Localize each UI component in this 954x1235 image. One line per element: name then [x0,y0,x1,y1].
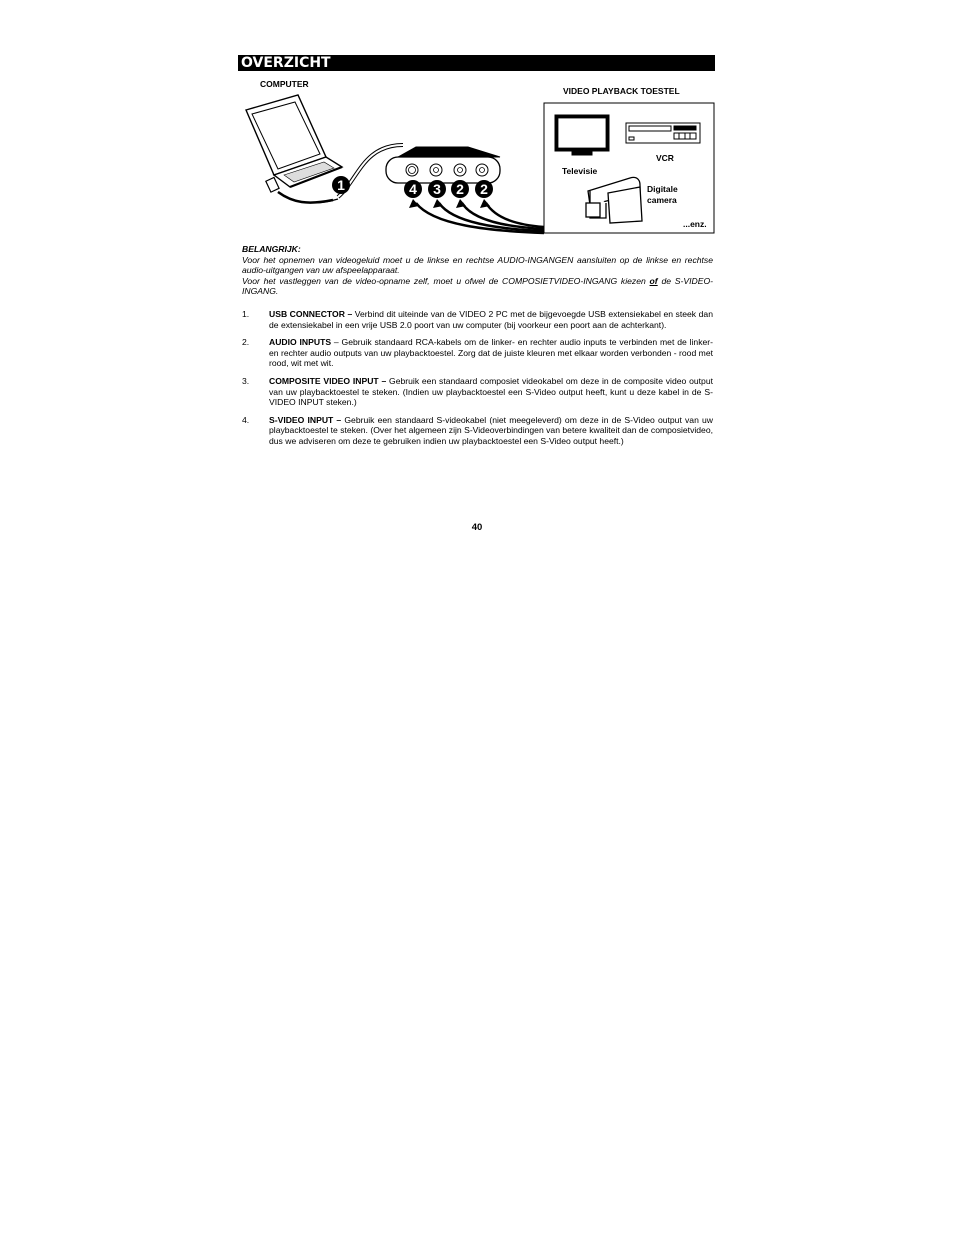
digital-camera-label-1: Digitale [647,184,678,194]
page-number: 40 [471,522,483,533]
list-item-audio-inputs: 2. AUDIO INPUTS – Gebruik standaard RCA-kabels om de linker- en rechter audio inputs te verbinden met de linker- en rechter audio outputs van uw playbacktoestel. Zorg dat de juiste kleuren met elkaar worden verbonden - rood met rood, wit met wit. [242,337,713,369]
important-notice [242,244,713,297]
svg-text:3: 3 [433,181,441,197]
notice-or-emphasis: of [649,275,658,286]
callout-2-right [475,180,493,198]
callout-4 [404,180,422,198]
svg-text:4: 4 [409,181,417,197]
list-item-composite-video: 3. COMPOSITE VIDEO INPUT – Gebruik een standaard composiet videokabel om deze in de composite video output van uw playbacktoestel te steken. (Indien uw playbacktoestel een S-Video output heeft, kunt u deze kabel in de S-VIDEO INPUT steken.) [242,375,713,408]
connector-list [242,309,713,454]
list-item-usb-connector: 1. USB CONNECTOR – Verbind dit uiteinde van de VIDEO 2 PC met de bijgevoegde USB extensiekabel en steek dan de extensiekabel in een vrije USB 2.0 poort van uw computer (bij voorkeur een poort aan de achterkant). [242,309,713,330]
notice-heading: BELANGRIJK: [242,244,301,254]
playback-device-label: VIDEO PLAYBACK TOESTEL [563,86,680,96]
section-title: OVERZICHT [241,55,331,71]
callout-2-left [451,180,469,198]
section-header-bar [238,55,715,71]
list-item-s-video: 4. S-VIDEO INPUT – Gebruik een standaard S-videokabel (niet meegeleverd) om deze in de S-Video output van uw playbacktoestel te steken. (Over het algemeen zijn S-Videoverbindingen van betere kwaliteit dan de composietvideo, dus we adviseren om deze te gebruiken indien uw playbacktoestel een S-Video output heeft.) [242,414,714,446]
svg-text:2: 2 [480,181,488,197]
callout-3 [428,180,446,198]
computer-label: COMPUTER [260,79,309,89]
svg-text:2: 2 [456,181,464,197]
digital-camera-label-2: camera [647,195,677,205]
television-label: Televisie [562,166,598,176]
notice-line-audio: Voor het opnemen van videogeluid moet u de linkse en rechtse AUDIO-INGANGEN aansluiten op de linkse en rechtse audio-uitgangen van uw afspeelapparaat. [242,254,713,276]
connection-diagram [238,75,715,245]
etc-label: ...enz. [683,219,707,229]
diagram-illustration [238,75,715,245]
laptop-icon [246,95,342,187]
notice-line-video: Voor het vastleggen van de video-opname zelf, moet u ofwel de COMPOSIETVIDEO-INGANG kiezen of de S-VIDEO-INGANG. [242,275,713,297]
vcr-label: VCR [656,153,674,163]
vcr-icon [626,123,700,143]
television-icon [555,115,609,155]
callout-1 [332,176,350,194]
svg-text:1: 1 [337,177,345,193]
capture-device-icon [386,147,500,183]
